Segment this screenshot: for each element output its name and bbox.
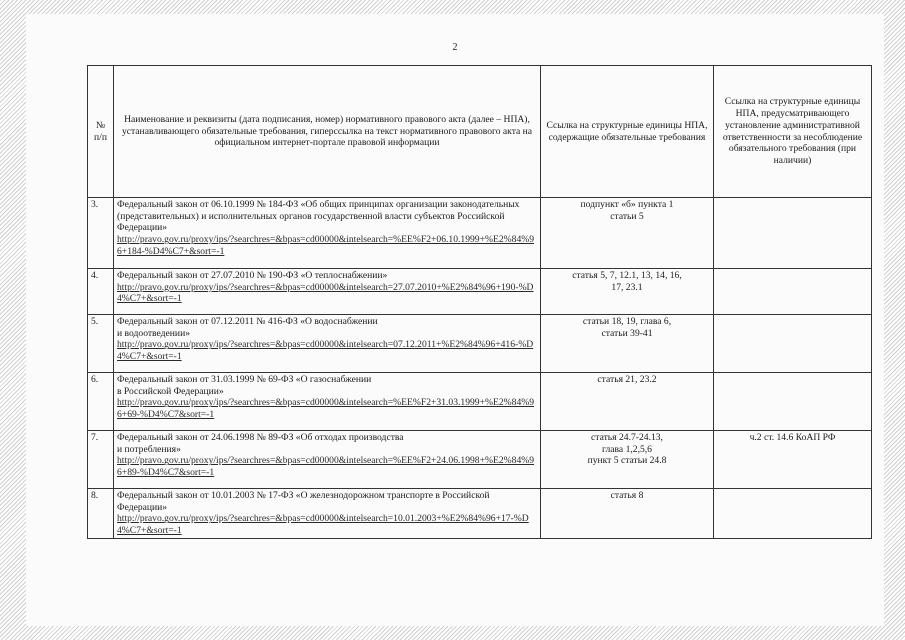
requirement-reference: статья 5, 7, 12.1, 13, 14, 16, 17, 23.1 xyxy=(541,269,714,315)
act-link[interactable]: http://pravo.gov.ru/proxy/ips/?searchres=&bpas=cd00000&intelsearch=%EE%F2+24.06.1998+%E2%84%96+89-%D4%C7&sort=-1 xyxy=(117,455,535,479)
row-number: 4. xyxy=(88,269,114,315)
row-number: 5. xyxy=(88,315,114,373)
table-row xyxy=(88,489,872,539)
table-header-row xyxy=(88,66,872,198)
header-number: № п/п xyxy=(88,66,114,198)
act-cell xyxy=(114,431,541,489)
act-title: Федеральный закон от 24.06.1998 № 89-ФЗ «Об отходах производства и потребления» xyxy=(117,432,404,455)
row-number: 8. xyxy=(88,489,114,539)
header-liability-reference: Ссылка на структурные единицы НПА, предусматривающего установление административной ответственности за несоблюдение обязательного требования (при наличии) xyxy=(714,66,872,198)
act-link[interactable]: http://pravo.gov.ru/proxy/ips/?searchres=&bpas=cd00000&intelsearch=%EE%F2+31.03.1999+%E2%84%96+69-%D4%C7&sort=-1 xyxy=(117,397,535,421)
act-title: Федеральный закон от 10.01.2003 № 17-ФЗ «О железнодорожном транспорте в Российской Федерации» xyxy=(117,490,490,513)
act-cell xyxy=(114,315,541,373)
requirement-reference: статья 8 xyxy=(541,489,714,539)
liability-reference xyxy=(714,315,872,373)
row-number: 6. xyxy=(88,373,114,431)
act-link[interactable]: http://pravo.gov.ru/proxy/ips/?searchres=&bpas=cd00000&intelsearch=10.01.2003+%E2%84%96+17-%D4%C7+&sort=-1 xyxy=(117,513,529,537)
requirement-reference: статья 21, 23.2 xyxy=(541,373,714,431)
table-row xyxy=(88,198,872,269)
table-row xyxy=(88,373,872,431)
requirements-table xyxy=(87,65,872,539)
act-title: Федеральный закон от 07.12.2011 № 416-ФЗ «О водоснабжении и водоотведении» xyxy=(117,316,378,339)
table-row xyxy=(88,431,872,489)
liability-reference xyxy=(714,489,872,539)
requirement-reference: статьи 18, 19, глава 6, статьи 39-41 xyxy=(541,315,714,373)
table-row xyxy=(88,315,872,373)
header-requirement-reference: Ссылка на структурные единицы НПА, содержащие обязательные требования xyxy=(541,66,714,198)
header-act-name: Наименование и реквизиты (дата подписания, номер) нормативного правового акта (далее – НПА), устанавливающего обязательные требования, гиперссылка на текст нормативного правового акта на официальном интернет-портале правовой информации xyxy=(114,66,541,198)
requirement-reference: подпункт «б» пункта 1 статьи 5 xyxy=(541,198,714,269)
liability-reference xyxy=(714,198,872,269)
liability-reference xyxy=(714,373,872,431)
act-link[interactable]: http://pravo.gov.ru/proxy/ips/?searchres=&bpas=cd00000&intelsearch=%EE%F2+06.10.1999+%E2%84%96+184-%D4%C7+&sort=-1 xyxy=(117,234,535,257)
requirement-reference: статья 24.7-24.13, глава 1,2,5,6 пункт 5 статьи 24.8 xyxy=(541,431,714,489)
act-cell xyxy=(114,373,541,431)
row-number: 7. xyxy=(88,431,114,489)
act-title: Федеральный закон от 06.10.1999 № 184-ФЗ «Об общих принципах организации законодательных (представительных) и исполнительных органов государственной власти субъектов Российской Федерации» xyxy=(117,199,520,234)
act-cell xyxy=(114,489,541,539)
act-link[interactable]: http://pravo.gov.ru/proxy/ips/?searchres=&bpas=cd00000&intelsearch=07.12.2011+%E2%84%96+416-%D4%C7+&sort=-1 xyxy=(117,339,534,363)
table-row xyxy=(88,269,872,315)
liability-reference xyxy=(714,269,872,315)
document-page xyxy=(26,14,884,626)
act-title: Федеральный закон от 31.03.1999 № 69-ФЗ «О газоснабжении в Российской Федерации» xyxy=(117,374,372,397)
row-number: 3. xyxy=(88,198,114,269)
act-link[interactable]: http://pravo.gov.ru/proxy/ips/?searchres=&bpas=cd00000&intelsearch=27.07.2010+%E2%84%96+190-%D4%C7+&sort=-1 xyxy=(117,281,534,305)
act-cell xyxy=(114,269,541,315)
act-cell xyxy=(114,198,541,269)
liability-reference: ч.2 ст. 14.6 КоАП РФ xyxy=(714,431,872,489)
page-number: 2 xyxy=(452,42,458,53)
act-title: Федеральный закон от 27.07.2010 № 190-ФЗ «О теплоснабжении» xyxy=(117,270,388,281)
